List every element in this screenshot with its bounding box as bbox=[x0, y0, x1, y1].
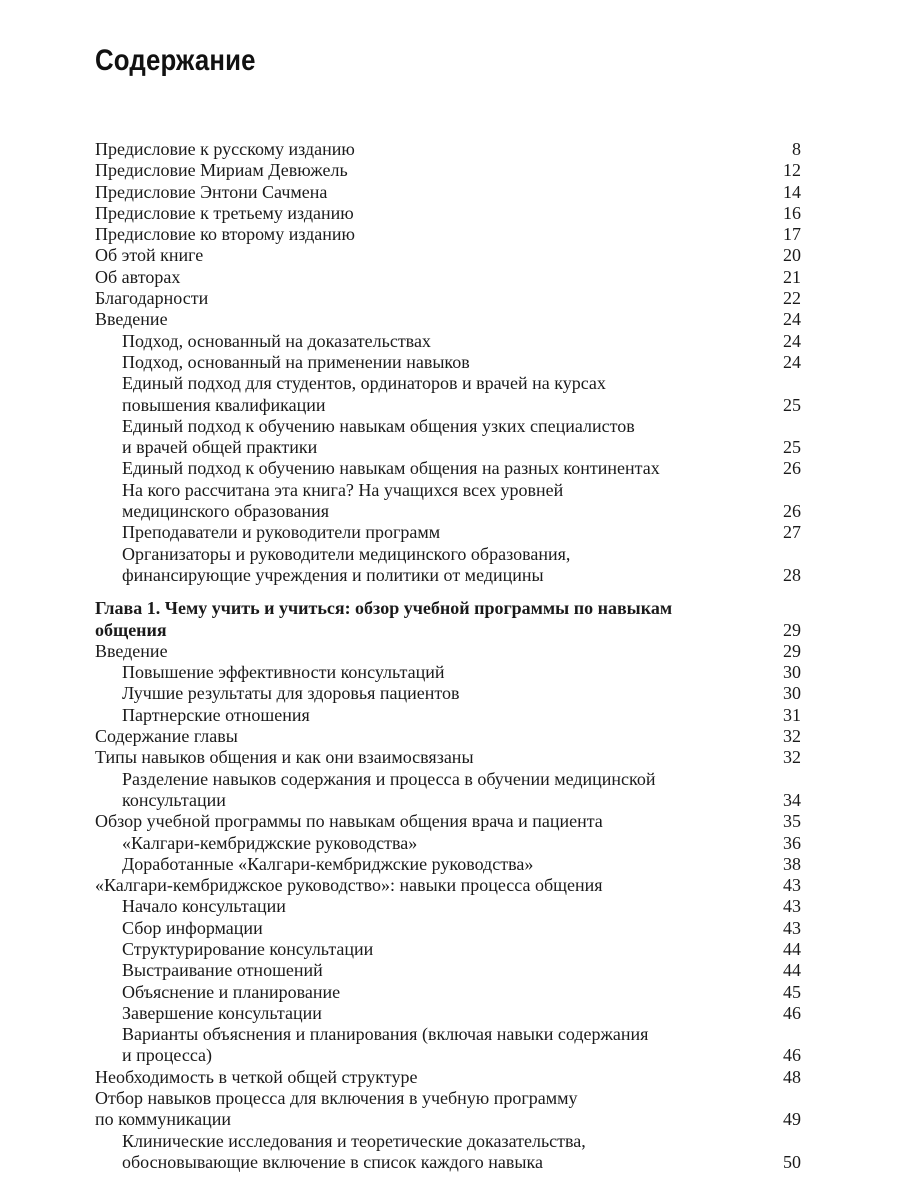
toc-page-number: 44 bbox=[783, 938, 801, 959]
toc-entry-title: Повышение эффективности консультаций bbox=[122, 662, 445, 683]
toc-entry-title: Единый подход для студентов, ординаторов и врачей на курсах повышения квалификации bbox=[122, 373, 606, 415]
toc-entry-title: Предисловие к третьему изданию bbox=[95, 202, 354, 223]
toc-page-number: 14 bbox=[783, 181, 801, 202]
toc-entry-title: Сбор информации bbox=[122, 917, 263, 938]
toc-entry-title: Предисловие Энтони Сачмена bbox=[95, 181, 328, 202]
toc-entry-title: Доработанные «Калгари-кембриджские руководства» bbox=[122, 853, 534, 874]
toc-page-number: 50 bbox=[783, 1151, 801, 1172]
toc-entry bbox=[95, 544, 801, 587]
toc-entry-title: Обзор учебной программы по навыкам общения врача и пациента bbox=[95, 811, 603, 832]
toc-entry-title: Единый подход к обучению навыкам общения узких специалистов и врачей общей практики bbox=[122, 415, 635, 458]
toc-page-number: 25 bbox=[783, 437, 801, 458]
toc-page-number: 38 bbox=[783, 853, 801, 874]
toc-entry bbox=[95, 245, 801, 266]
toc-page-number: 30 bbox=[783, 662, 801, 683]
toc-entry bbox=[95, 182, 801, 203]
toc-entry-title: Структурирование консультации bbox=[122, 938, 374, 959]
toc-entry-title: Преподаватели и руководители программ bbox=[122, 522, 441, 543]
toc-page-number: 29 bbox=[783, 619, 801, 640]
toc-page-number: 29 bbox=[783, 640, 801, 661]
toc-entry-title: Предисловие к русскому изданию bbox=[95, 139, 355, 159]
toc-entry-title: Выстраивание отношений bbox=[122, 960, 323, 981]
toc-entry-title: Необходимость в четкой общей структуре bbox=[95, 1066, 418, 1087]
toc-page-number: 35 bbox=[783, 811, 801, 832]
toc-entry bbox=[95, 224, 801, 245]
toc-entry bbox=[95, 522, 801, 543]
toc-entry bbox=[95, 1131, 801, 1174]
toc-entry bbox=[95, 480, 801, 523]
toc-entry-title: «Калгари-кембриджское руководство»: навыки процесса общения bbox=[95, 875, 603, 896]
toc-entry-title: Введение bbox=[95, 640, 168, 661]
toc-entry bbox=[95, 854, 801, 875]
toc-page-number: 26 bbox=[783, 458, 801, 479]
toc-entry-title: Подход, основанный на применении навыков bbox=[122, 351, 470, 372]
toc-entry-title: Единый подход к обучению навыкам общения на разных континентах bbox=[122, 458, 660, 479]
toc-entry-title: Благодарности bbox=[95, 288, 209, 309]
toc-entry bbox=[95, 683, 801, 704]
toc-entry bbox=[95, 747, 801, 768]
toc-entry-title: Об этой книге bbox=[95, 245, 204, 266]
toc-entry bbox=[95, 458, 801, 479]
toc-entry bbox=[95, 416, 801, 459]
toc-page-number: 24 bbox=[783, 351, 801, 372]
toc-entry-title: Начало консультации bbox=[122, 896, 286, 917]
toc-page-number: 48 bbox=[783, 1066, 801, 1087]
toc-entry-title: Глава 1. Чему учить и учиться: обзор учебной программы по навыкам общения bbox=[95, 598, 673, 640]
toc-entry-title: Лучшие результаты для здоровья пациентов bbox=[122, 683, 460, 704]
toc-entry-title: «Калгари-кембриджские руководства» bbox=[122, 832, 418, 853]
toc-page-number: 22 bbox=[783, 288, 801, 309]
toc-page-number: 32 bbox=[783, 726, 801, 747]
toc-entry-title: Введение bbox=[95, 309, 168, 330]
toc-chapter-heading bbox=[95, 598, 801, 641]
toc-entry bbox=[95, 331, 801, 352]
toc-page-number: 27 bbox=[783, 522, 801, 543]
toc-page-number: 43 bbox=[783, 917, 801, 938]
toc-entry bbox=[95, 203, 801, 224]
toc-entry bbox=[95, 373, 801, 416]
toc-entry-title: Об авторах bbox=[95, 266, 181, 287]
toc-page-number: 24 bbox=[783, 330, 801, 351]
toc-entry bbox=[95, 833, 801, 854]
toc-entry bbox=[95, 267, 801, 288]
toc-entry bbox=[95, 1088, 801, 1131]
toc-entry-title: Партнерские отношения bbox=[122, 704, 310, 725]
toc-page-number: 43 bbox=[783, 875, 801, 896]
toc-page-number: 32 bbox=[783, 747, 801, 768]
toc-page-number: 21 bbox=[783, 266, 801, 287]
toc-page-number: 16 bbox=[783, 202, 801, 223]
toc-page-number: 28 bbox=[783, 564, 801, 585]
toc-entry bbox=[95, 662, 801, 683]
toc-entry-title: Организаторы и руководители медицинского образования, финансирующие учреждения и политики от медицины bbox=[122, 543, 571, 585]
page-title: Содержание bbox=[95, 44, 256, 77]
toc-entry bbox=[95, 288, 801, 309]
toc-entry-title: Предисловие Мириам Девюжель bbox=[95, 160, 348, 181]
toc-page-number: 49 bbox=[783, 1109, 801, 1130]
toc-entry bbox=[95, 160, 801, 181]
toc-page-number: 25 bbox=[783, 394, 801, 415]
toc-entry bbox=[95, 939, 801, 960]
toc-entry bbox=[95, 1024, 801, 1067]
toc-page-number: 34 bbox=[783, 789, 801, 810]
toc-page-number: 45 bbox=[783, 981, 801, 1002]
toc-entry-title: Подход, основанный на доказательствах bbox=[122, 330, 431, 351]
toc-entry bbox=[95, 875, 801, 896]
toc-entry bbox=[95, 960, 801, 981]
toc-entry-title: Завершение консультации bbox=[122, 1002, 322, 1023]
toc-entry-title: Разделение навыков содержания и процесса в обучении медицинской консультации bbox=[122, 768, 656, 810]
toc-entry-title: Предисловие ко второму изданию bbox=[95, 224, 355, 245]
toc-entry-title: Варианты объяснения и планирования (включая навыки содержания и процесса) bbox=[122, 1024, 649, 1066]
toc-entry bbox=[95, 896, 801, 917]
toc-entry bbox=[95, 726, 801, 747]
toc-entry bbox=[95, 769, 801, 812]
toc-entry bbox=[95, 1067, 801, 1088]
toc-entry bbox=[95, 811, 801, 832]
toc-page-number: 43 bbox=[783, 896, 801, 917]
toc-entry bbox=[95, 352, 801, 373]
toc-entry bbox=[95, 705, 801, 726]
toc-entry-title: Типы навыков общения и как они взаимосвязаны bbox=[95, 747, 474, 768]
toc-entry-title: Клинические исследования и теоретические доказательства, обосновывающие включение в список каждого навыка bbox=[122, 1130, 586, 1172]
toc-page-number: 44 bbox=[783, 960, 801, 981]
toc-page-number: 30 bbox=[783, 683, 801, 704]
toc-page-number: 8 bbox=[792, 139, 801, 159]
toc-entry bbox=[95, 1003, 801, 1024]
toc-entry-title: Отбор навыков процесса для включения в учебную программу по коммуникации bbox=[95, 1088, 578, 1130]
toc-entry bbox=[95, 641, 801, 662]
toc-page-number: 17 bbox=[783, 224, 801, 245]
toc-page-number: 26 bbox=[783, 501, 801, 522]
toc-page-number: 31 bbox=[783, 704, 801, 725]
toc-entry bbox=[95, 918, 801, 939]
table-of-contents bbox=[95, 139, 801, 1173]
toc-page-number: 46 bbox=[783, 1002, 801, 1023]
toc-entry bbox=[95, 309, 801, 330]
toc-page-number: 20 bbox=[783, 245, 801, 266]
toc-entry bbox=[95, 982, 801, 1003]
toc-page-number: 46 bbox=[783, 1045, 801, 1066]
toc-entry-title: На кого рассчитана эта книга? На учащихся всех уровней медицинского образования bbox=[122, 479, 564, 522]
toc-entry bbox=[95, 139, 801, 160]
toc-entry-title: Объяснение и планирование bbox=[122, 981, 341, 1002]
toc-page-number: 24 bbox=[783, 309, 801, 330]
toc-page-number: 12 bbox=[783, 160, 801, 181]
toc-page-number: 36 bbox=[783, 832, 801, 853]
toc-entry-title: Содержание главы bbox=[95, 726, 238, 747]
